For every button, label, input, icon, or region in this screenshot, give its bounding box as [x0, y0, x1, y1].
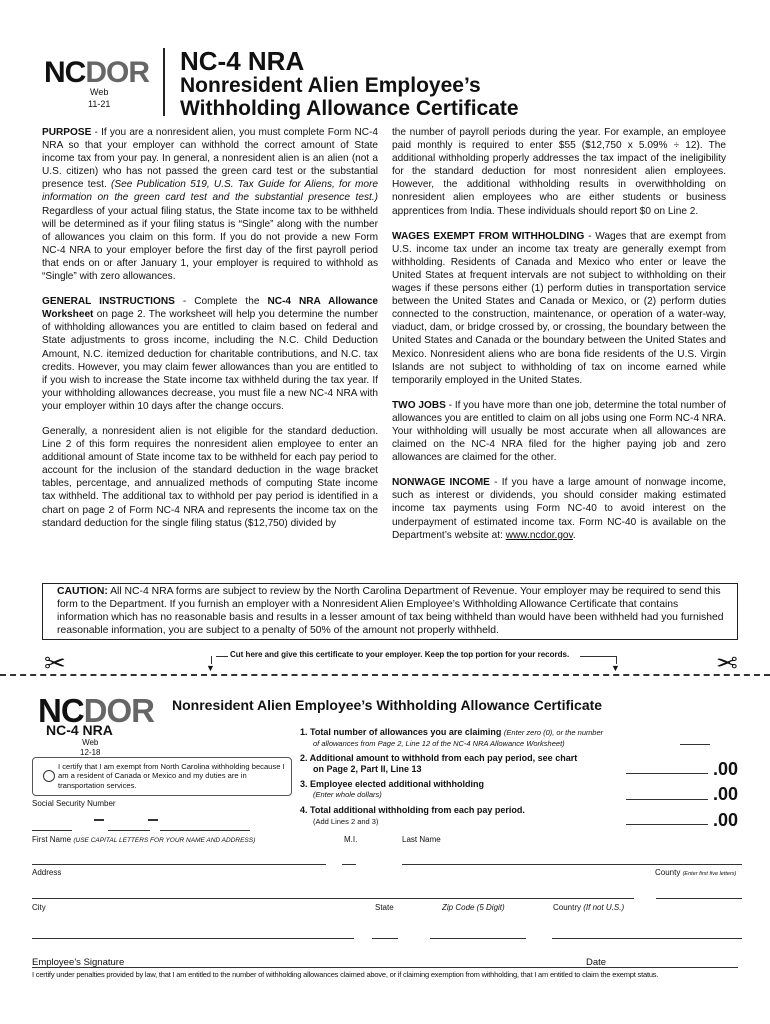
line2-cents: .00: [713, 759, 739, 779]
line1-note: of allowances from Page 2, Line 12 of the NC-4 NRA Allowance Worksheet): [313, 739, 565, 748]
two-jobs-paragraph: TWO JOBS - If you have more than one job, determine the total number of allowances you are entitled to claim on all jobs using one Form NC-4 NRA. Your withholding will usually be most accurate when all allowances are claimed on the NC-4 NRA filed for the higher paying job and zero allowances are claimed for the other.: [392, 399, 727, 464]
first-name-field[interactable]: [32, 858, 326, 865]
form-version: Web 12-18: [80, 738, 101, 757]
line4-label: 4. Total additional withholding from each pay period.: [300, 805, 525, 815]
ssn-separator: [94, 818, 104, 821]
first-name-label: First Name (USE CAPITAL LETTERS FOR YOUR NAME AND ADDRESS): [32, 835, 256, 844]
line3-label: 3. Employee elected additional withholding: [300, 779, 485, 789]
date-label: Date: [586, 957, 607, 968]
ssn-label: Social Security Number: [32, 799, 116, 808]
page-title-line2: Withholding Allowance Certificate: [180, 97, 519, 120]
wages-exempt-paragraph: WAGES EXEMPT FROM WITHHOLDING - Wages that are exempt from U.S. income tax under an income tax treaty are generally exempt from withholding. Residents of Canada and Mexico who enter or leave the United States at frequent intervals are not subject to withholding on their wages if these persons either (1) perform duties in transportation service between the United States and Canada or Mexico, or (2) perform duties connected to the construction, maintenance, or operation of a water-way, viaduct, dam, or bridge crossed by, or crossing, the boundary between the United States and Canada or the boundary between the United States and Mexico. Nonresident aliens who are bona fide residents of the U.S. Virgin Islands are not subject to withholding of tax on income earned while temporarily employed in the United States.: [392, 230, 726, 386]
address-label: Address: [32, 868, 62, 877]
scissors-icon: ✂: [44, 648, 66, 678]
arrow-down-icon: ▼: [611, 663, 620, 673]
line4-amount-field[interactable]: [626, 818, 708, 825]
city-label: City: [32, 903, 46, 912]
certification-statement: I certify under penalties provided by law, that I am entitled to the number of withholding allowances claimed above, or if claiming exemption from withholding, that I am entitled to claim the exempt status.: [32, 970, 659, 979]
zip-field[interactable]: [430, 932, 526, 939]
address-field[interactable]: [32, 892, 634, 899]
line4-cents: .00: [713, 810, 739, 830]
header-version: Web 11-21: [88, 87, 111, 109]
line3-note: (Enter whole dollars): [313, 790, 382, 799]
form-code: NC-4 NRA: [180, 46, 305, 76]
instructions-left-column: [42, 126, 378, 542]
state-label: State: [375, 903, 394, 912]
form-code-small: NC-4 NRA: [46, 722, 113, 738]
page-title-line1: Nonresident Alien Employee’s: [180, 74, 481, 97]
line4-note: (Add Lines 2 and 3): [313, 817, 379, 826]
cut-instruction: Cut here and give this certificate to your employer. Keep the top portion for your records.: [230, 650, 570, 659]
line2-label: 2. Additional amount to withhold from each pay period, see chart: [300, 753, 578, 763]
cut-dashed-line: [0, 674, 770, 676]
nonwage-income-paragraph: NONWAGE INCOME - If you have a large amount of nonwage income, such as interest or dividends, you should consider making estimated income tax payments using Form NC-40 to avoid interest on the underpayment of estimated income tax. Form NC-40 is available on the Department’s website at: www.ncdor.gov.: [392, 477, 727, 541]
signature-label: Employee’s Signature: [32, 957, 125, 968]
last-name-field[interactable]: [402, 858, 742, 865]
zip-label: Zip Code (5 Digit): [442, 903, 505, 912]
last-name-label: Last Name: [402, 835, 441, 844]
scissors-icon: ✂: [716, 648, 738, 678]
exempt-certification-text: I certify that I am exempt from North Carolina withholding because I am a resident of Canada or Mexico and my duties are in transportation services.: [58, 762, 285, 790]
signature-line[interactable]: [32, 967, 738, 968]
arrow-down-icon: ▼: [206, 663, 215, 673]
mi-field[interactable]: [342, 858, 356, 865]
county-field[interactable]: [656, 892, 742, 899]
line1-label: 1. Total number of allowances you are claiming (Enter zero (0), or the number: [300, 727, 604, 737]
continuation-paragraph: the number of payroll periods during the year. For example, an employee paid monthly is required to enter $55 ($12,750 x 5.09% ÷ 12). The additional withholding properly addresses the tax impact of the ineligibility for the standard deduction for most nonresident alien employees. However, the additional withholding results in overwithholding on nonresident alien employees who are either students or business apprentices from India. These individuals should report $0 on Line 2.: [392, 127, 726, 217]
line2-amount-field[interactable]: [626, 767, 708, 774]
county-label: County (Enter first five letters): [655, 868, 737, 877]
ssn-field-part3[interactable]: [160, 822, 250, 831]
ncdor-form-logo: NCDOR: [38, 692, 155, 729]
instructions-right-column: [392, 126, 726, 554]
line3-amount-field[interactable]: [626, 793, 708, 800]
mi-label: M.I.: [344, 835, 358, 844]
purpose-paragraph: PURPOSE - If you are a nonresident alien, you must complete Form NC-4 NRA so that your employer can withhold the correct amount of State income tax from your pay. In general, a nonresident alien is an alien (not a U.S. citizen) who has not passed the green card test or the substantial presence test. (See Publication 519, U.S. Tax Guide for Aliens, for more information on the green card test and the substantial presence test.) Regardless of your actual filing status, the State income tax to be withheld will be determined as if your filing status is “Single” along with the number of allowances you claim on this form. If you do not provide a new Form NC-4 NRA to your employer before the first day of the first payroll period that ends on or after January 1, your employer is required to withhold as “Single” with zero allowances.: [42, 127, 378, 283]
general-instructions-paragraph: GENERAL INSTRUCTIONS - Complete the NC-4 NRA Allowance Worksheet on page 2. The worksheet will help you determine the number of withholding allowances you are entitled to claim based on federal and State adjustments to gross income, including the N.C. Child Deduction Amount, N.C. itemized deduction for charitable contributions, and N.C. tax credits. However, you may claim fewer allowances than you are entitled to if you wish to increase the State income tax withheld during the tax year. If your withholding allowances decrease, you must file a new NC-4 NRA with your employer within 10 days after the change occurs.: [42, 296, 379, 412]
ncdor-website-link[interactable]: www.ncdor.gov: [505, 529, 573, 541]
ssn-field-part2[interactable]: [108, 822, 150, 831]
ssn-field-part1[interactable]: [32, 822, 72, 831]
line3-cents: .00: [713, 784, 739, 804]
cut-arrow-bar: [580, 656, 616, 657]
line1-allowances-field[interactable]: [680, 738, 710, 745]
form-title: Nonresident Alien Employee’s Withholding Allowance Certificate: [172, 697, 603, 713]
city-field[interactable]: [32, 932, 354, 939]
exempt-radio-button[interactable]: [43, 770, 55, 782]
state-field[interactable]: [372, 932, 398, 939]
header-divider: [163, 48, 165, 116]
ssn-separator: [148, 818, 158, 821]
standard-deduction-paragraph: Generally, a nonresident alien is not eligible for the standard deduction. Line 2 of this form requires the nonresident alien employee to enter an additional amount of State income tax to be withheld for each pay period to account for the inclusion of the standard deduction in the wage bracket tables, percentage, and annualized methods of computing State income tax withheld. The additional tax to withhold per pay period is identified in a chart on page 2 of Form NC-4 NRA and represents the income tax on the standard deduction for the single filing status ($12,750) divided by: [42, 425, 378, 529]
country-field[interactable]: [552, 932, 742, 939]
country-label: Country (If not U.S.): [553, 903, 625, 912]
caution-box: CAUTION: All NC-4 NRA forms are subject to review by the North Carolina Department of Revenue. Your employer may be required to send this form to the Department. If you furnish an employer with a Nonresident Alien Employee’s Withholding Allowance Certificate that contains information which has no reasonable basis and results in a lesser amount of tax being withheld than would have been withheld had you furnished reasonable information, you are subject to a penalty of 50% of the amount not properly withheld.: [42, 583, 738, 640]
line2-label-cont: on Page 2, Part II, Line 13: [313, 764, 422, 774]
cut-arrow-bar: [216, 656, 228, 657]
ncdor-logo: NCDOR: [44, 56, 150, 89]
